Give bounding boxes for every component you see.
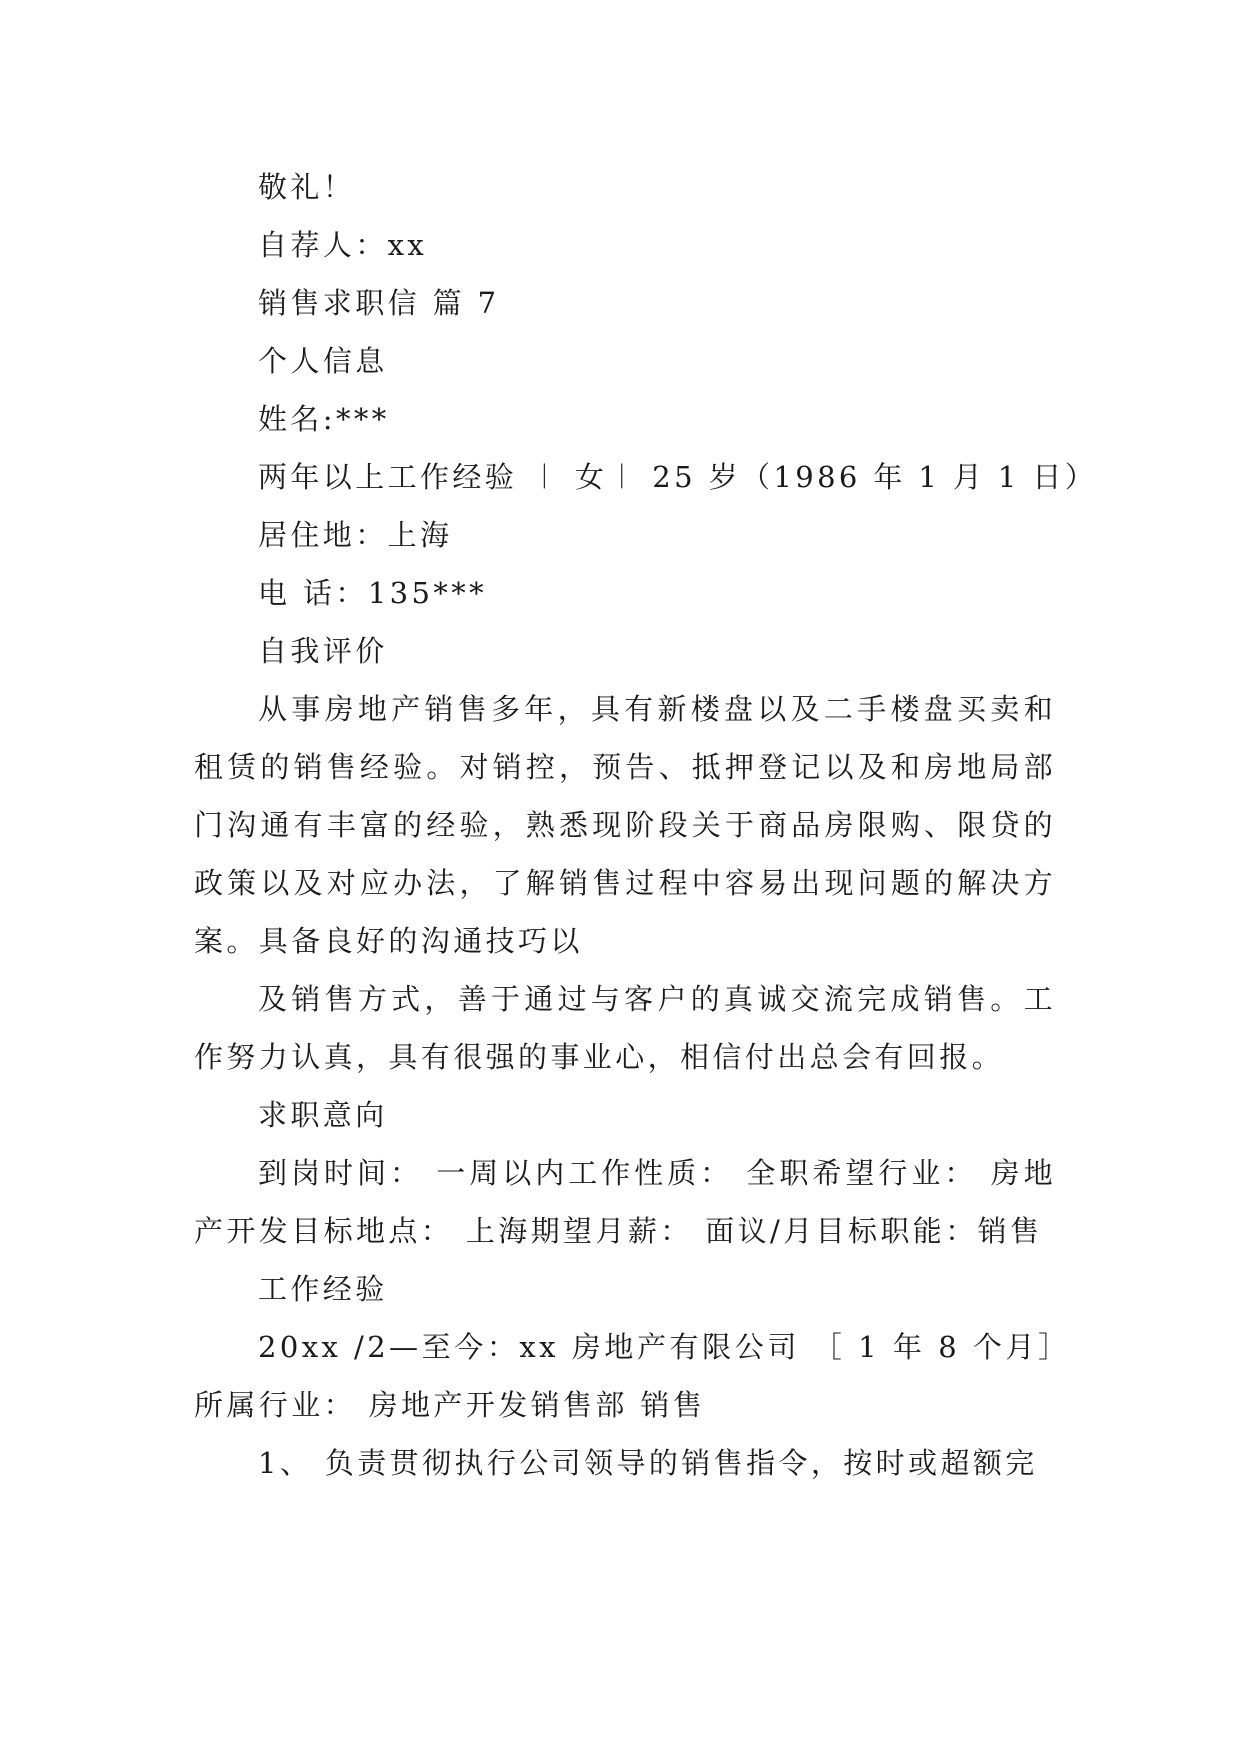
closing-salutation: 敬礼！ <box>258 170 356 204</box>
work-experience-heading: 工作经验 <box>258 1272 388 1306</box>
self-evaluation-paragraph-2: 及销售方式，善于通过与客户的真诚交流完成销售。工作努力认真，具有很强的事业心，相信付出总会有回报。 <box>194 982 1056 1074</box>
self-evaluation-paragraph-1: 从事房地产销售多年，具有新楼盘以及二手楼盘买卖和租赁的销售经验。对销控，预告、抵押登记以及和房地局部门沟通有丰富的经验，熟悉现阶段关于商品房限购、限贷的政策以及对应办法，了解销售过程中容易出现问题的解决方案。具备良好的沟通技巧以 <box>194 692 1056 958</box>
summary-line: 两年以上工作经验 ︱ 女︱ 25 岁（1986 年 1 月 1 日） <box>258 460 1098 494</box>
self-evaluation-heading: 自我评价 <box>258 634 388 668</box>
job-intention-heading: 求职意向 <box>258 1098 388 1132</box>
work-duty-1: 1、 负责贯彻执行公司领导的销售指令，按时或超额完 <box>258 1446 1038 1480</box>
name-line: 姓名:*** <box>258 402 390 436</box>
document-body <box>194 158 1098 1492</box>
phone-line: 电 话：135*** <box>258 576 488 610</box>
residence-line: 居住地：上海 <box>258 518 453 552</box>
personal-info-heading: 个人信息 <box>258 344 388 378</box>
job-intention-paragraph: 到岗时间： 一周以内工作性质： 全职希望行业： 房地产开发目标地点： 上海期望月薪： 面议/月目标职能：销售 <box>194 1156 1056 1248</box>
work-experience-entry: 20xx /2—至今：xx 房地产有限公司 ［ 1 年 8 个月］所属行业： 房地产开发销售部 销售 <box>194 1330 1056 1422</box>
signature-line: 自荐人：xx <box>258 228 428 262</box>
section-heading: 销售求职信 篇 7 <box>258 286 500 320</box>
